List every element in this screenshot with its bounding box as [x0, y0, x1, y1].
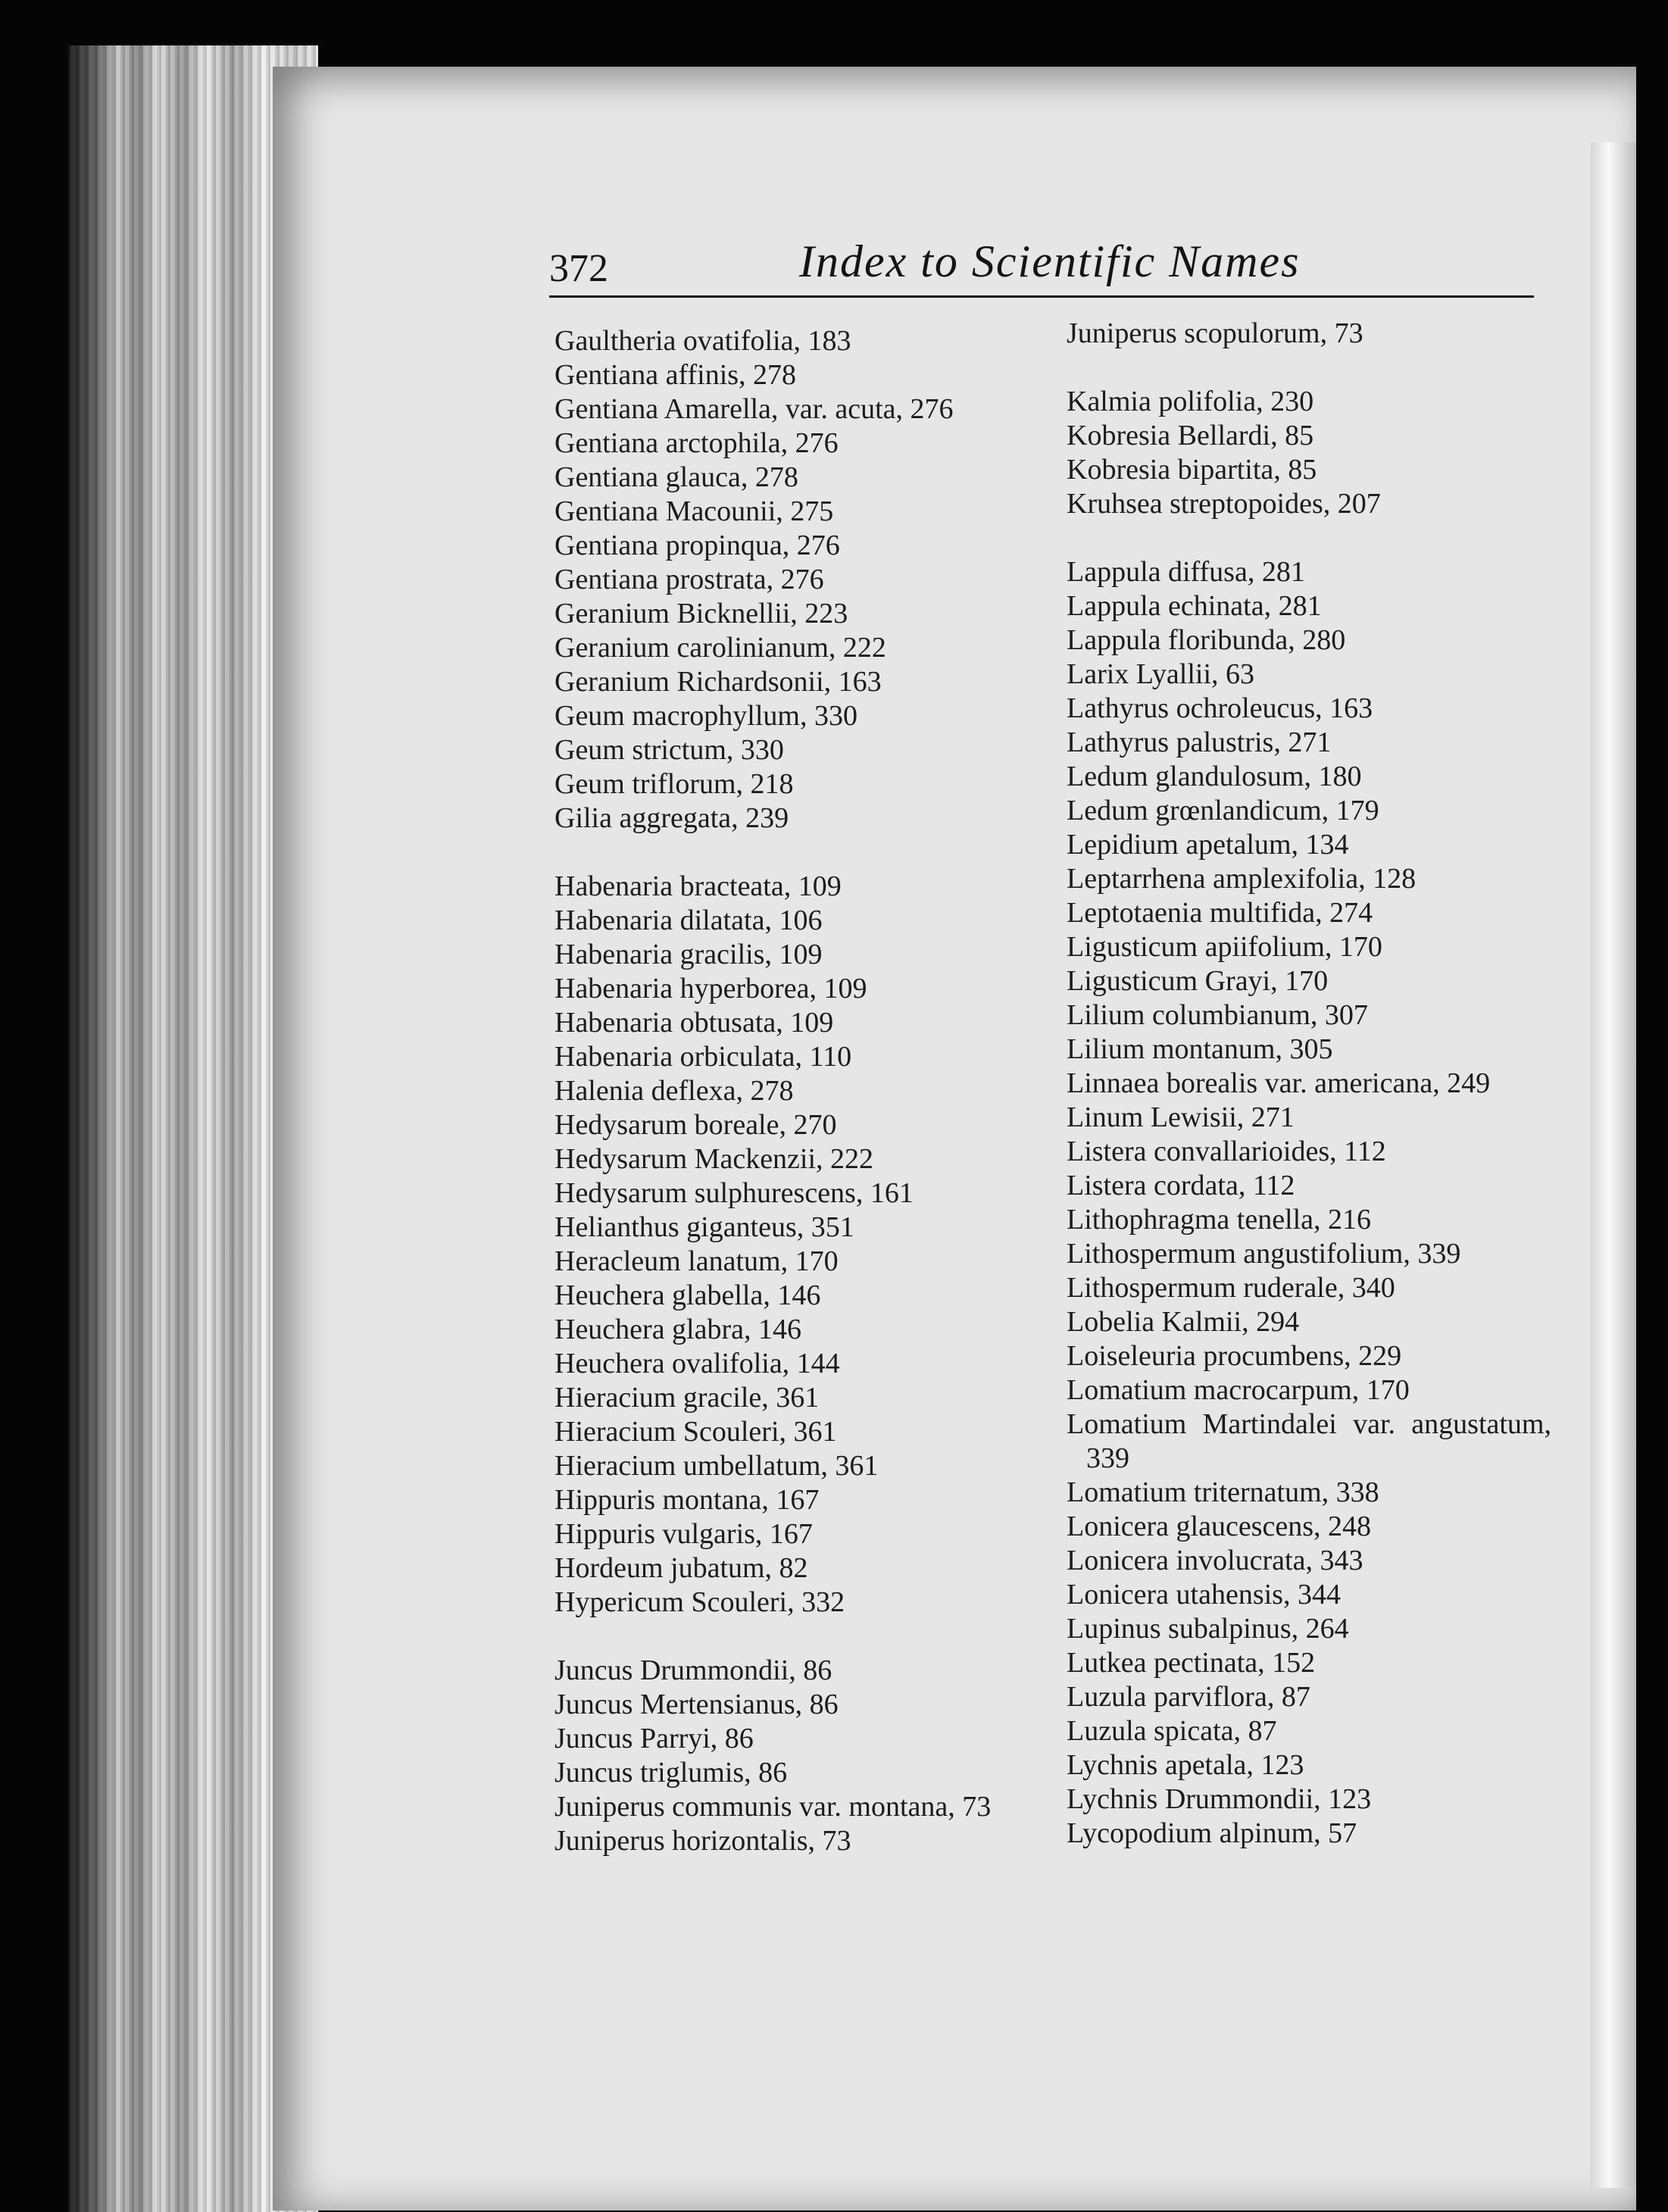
index-entry: Lonicera utahensis, 344	[1067, 1579, 1341, 1611]
index-entry: Kobresia Bellardi, 85	[1067, 420, 1314, 451]
index-entry: Heuchera ovalifolia, 144	[554, 1348, 840, 1379]
section-gap	[554, 836, 1054, 870]
index-entry: Habenaria bracteata, 109	[554, 870, 842, 902]
index-entry: Ledum grœnlandicum, 179	[1067, 795, 1379, 826]
index-entry: Leptarrhena amplexifolia, 128	[1067, 863, 1417, 895]
index-entry: Heuchera glabra, 146	[554, 1314, 802, 1345]
index-entry: Habenaria dilatata, 106	[554, 904, 823, 936]
index-entry: Lomatium macrocarpum, 170	[1067, 1374, 1410, 1406]
index-entry: Hedysarum Mackenzii, 222	[554, 1143, 874, 1175]
index-entry: Lepidium apetalum, 134	[1067, 829, 1349, 861]
index-entry: Luzula spicata, 87	[1067, 1715, 1277, 1747]
index-entry: Loiseleuria procumbens, 229	[1067, 1340, 1402, 1372]
index-entry: Lychnis apetala, 123	[1067, 1749, 1304, 1781]
index-entry: Geranium Richardsonii, 163	[554, 666, 882, 698]
index-entry: Lappula echinata, 281	[1067, 590, 1322, 622]
index-entry: Helianthus giganteus, 351	[554, 1211, 854, 1243]
index-entry: Gentiana affinis, 278	[554, 359, 797, 391]
index-entry: Habenaria hyperborea, 109	[554, 973, 867, 1004]
index-entry: Geum strictum, 330	[554, 734, 784, 766]
index-entry: Lappula floribunda, 280	[1067, 624, 1346, 656]
index-entry: Habenaria gracilis, 109	[554, 939, 823, 970]
index-entry: Lychnis Drummondii, 123	[1067, 1783, 1372, 1815]
page-header	[549, 227, 1534, 298]
index-entry: Juniperus horizontalis, 73	[554, 1825, 851, 1857]
index-entry: Gilia aggregata, 239	[554, 802, 789, 834]
index-entry: Heuchera glabella, 146	[554, 1279, 821, 1311]
index-entry: Gentiana glauca, 278	[554, 461, 798, 493]
index-entry: Hieracium gracile, 361	[554, 1382, 820, 1414]
index-entry: Lithophragma tenella, 216	[1067, 1204, 1372, 1236]
index-entry: Hippuris montana, 167	[554, 1484, 820, 1516]
page-number: 372	[549, 247, 608, 290]
index-entry: Kobresia bipartita, 85	[1067, 454, 1317, 486]
index-entry: Linum Lewisii, 271	[1067, 1101, 1295, 1133]
section-gap	[1067, 351, 1551, 385]
index-entry: Lithospermum angustifolium, 339	[1067, 1238, 1461, 1270]
index-entry: Halenia deflexa, 278	[554, 1075, 794, 1107]
index-entry: Hedysarum boreale, 270	[554, 1109, 837, 1141]
index-entry: Geranium Bicknellii, 223	[554, 598, 848, 630]
index-entry: Lithospermum ruderale, 340	[1067, 1272, 1395, 1304]
index-entry: Lilium montanum, 305	[1067, 1033, 1333, 1065]
running-title: Index to Scientific Names	[799, 236, 1301, 286]
index-entry: Lomatium triternatum, 338	[1067, 1476, 1379, 1508]
index-entry: Juniperus communis var. montana, 73	[554, 1791, 992, 1823]
index-entry: Gentiana prostrata, 276	[554, 564, 824, 595]
index-entry: Lutkea pectinata, 152	[1067, 1647, 1316, 1679]
index-entry: Geum triflorum, 218	[554, 768, 794, 800]
index-entry: Hedysarum sulphurescens, 161	[554, 1177, 914, 1209]
index-entry: Lathyrus ochroleucus, 163	[1067, 692, 1373, 724]
index-column-right	[1067, 317, 1551, 1851]
section-gap	[554, 1620, 1054, 1654]
index-entry: Gentiana Amarella, var. acuta, 276	[554, 393, 954, 425]
index-entry: Lomatium Martindalei var. angustatum, 339	[1067, 1408, 1551, 1474]
index-entry: Listera convallarioides, 112	[1067, 1136, 1386, 1167]
section-gap	[1067, 521, 1551, 555]
index-entry: Gentiana propinqua, 276	[554, 530, 840, 561]
index-entry: Hippuris vulgaris, 167	[554, 1518, 813, 1550]
index-entry: Gentiana arctophila, 276	[554, 427, 839, 459]
index-entry: Kruhsea streptopoides, 207	[1067, 488, 1381, 520]
index-entry: Ligusticum Grayi, 170	[1067, 965, 1329, 997]
index-entry: Heracleum lanatum, 170	[554, 1245, 839, 1277]
index-entry: Lappula diffusa, 281	[1067, 556, 1305, 588]
index-column-left	[554, 324, 1054, 1858]
index-entry: Gaultheria ovatifolia, 183	[554, 325, 851, 357]
index-entry: Lycopodium alpinum, 57	[1067, 1817, 1357, 1849]
index-entry: Lupinus subalpinus, 264	[1067, 1613, 1349, 1645]
index-entry: Hieracium umbellatum, 361	[554, 1450, 879, 1482]
index-entry: Juncus triglumis, 86	[554, 1757, 788, 1789]
index-entry: Lobelia Kalmii, 294	[1067, 1306, 1300, 1338]
index-entry: Juncus Mertensianus, 86	[554, 1689, 839, 1720]
index-entry: Hypericum Scouleri, 332	[554, 1586, 845, 1618]
index-entry: Gentiana Macounii, 275	[554, 495, 834, 527]
index-entry: Geum macrophyllum, 330	[554, 700, 857, 732]
index-entry: Hordeum jubatum, 82	[554, 1552, 808, 1584]
index-entry: Juncus Drummondii, 86	[554, 1654, 832, 1686]
index-entry: Lathyrus palustris, 271	[1067, 726, 1332, 758]
index-entry: Habenaria obtusata, 109	[554, 1007, 834, 1039]
index-entry: Juniperus scopulorum, 73	[1067, 317, 1363, 349]
index-entry: Larix Lyallii, 63	[1067, 658, 1255, 690]
index-entry: Listera cordata, 112	[1067, 1170, 1295, 1201]
facing-page-edge	[1591, 142, 1636, 2188]
index-entry: Ligusticum apiifolium, 170	[1067, 931, 1382, 963]
index-entry: Linnaea borealis var. americana, 249	[1067, 1067, 1491, 1099]
index-entry: Kalmia polifolia, 230	[1067, 386, 1314, 417]
index-entry: Habenaria orbiculata, 110	[554, 1041, 852, 1073]
index-entry: Luzula parviflora, 87	[1067, 1681, 1310, 1713]
index-entry: Leptotaenia multifida, 274	[1067, 897, 1373, 929]
index-entry: Lonicera glaucescens, 248	[1067, 1511, 1371, 1542]
index-entry: Geranium carolinianum, 222	[554, 632, 886, 664]
index-entry: Lilium columbianum, 307	[1067, 999, 1368, 1031]
index-entry: Juncus Parryi, 86	[554, 1723, 754, 1754]
index-entry: Hieracium Scouleri, 361	[554, 1416, 837, 1448]
index-entry: Ledum glandulosum, 180	[1067, 761, 1362, 792]
index-entry: Lonicera involucrata, 343	[1067, 1545, 1363, 1576]
